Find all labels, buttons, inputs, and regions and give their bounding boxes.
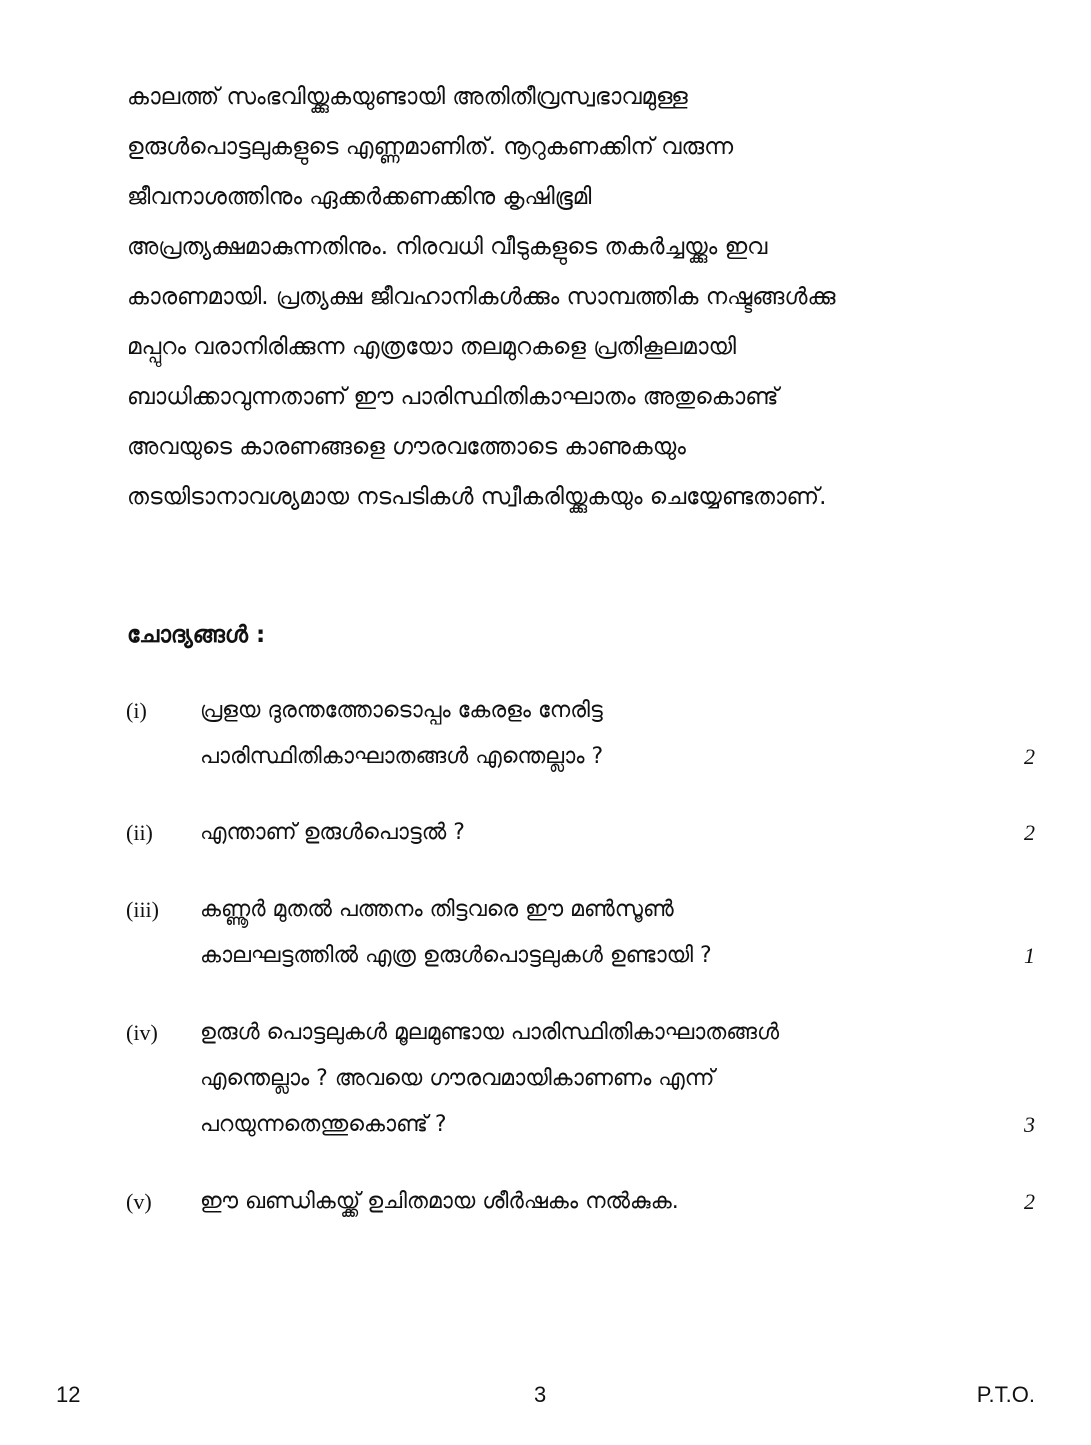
question-line: എന്തെല്ലാം ? അവയെ ഗൗരവമായികാണണം എന്ന് [200,1066,715,1091]
question-line: ഉരുൾ പൊട്ടലുകൾ മൂലമുണ്ടായ പാരിസ്ഥിതികാഘാതങ്ങൾ [200,1020,780,1045]
passage-line: ജീവനാശത്തിനും ഏക്കർക്കണക്കിനു കൃഷിഭൂമി [127,184,592,210]
passage-line: തടയിടാനാവശ്യമായ നടപടികൾ സ്വീകരിയ്ക്കുകയും ചെയ്യേണ്ടതാണ്. [127,484,827,510]
questions-heading: ചോദ്യങ്ങൾ : [127,622,266,648]
question-marks: 2 [1024,820,1035,845]
question-marks: 2 [1024,1189,1035,1214]
question-number: (v) [126,1189,152,1214]
passage-line: മപ്പുറം വരാനിരിക്കുന്ന എത്രയോ തലമുറകളെ പ്രതികൂലമായി [127,334,737,360]
passage-line: അപ്രത്യക്ഷമാകുന്നതിനും. നിരവധി വീടുകളുടെ തകർച്ചയ്ക്കും ഇവ [127,234,768,260]
question-line: ഈ ഖണ്ഡികയ്ക്ക് ഉചിതമായ ശീർഷകം നൽകുക. [200,1189,679,1214]
passage [127,72,1027,522]
question-line: കണ്ണൂർ മുതൽ പത്തനം തിട്ടവരെ ഈ മൺസൂൺ [200,897,674,922]
question-line: പറയുന്നതെന്തുകൊണ്ട് ? [200,1112,447,1137]
paper-code: 12 [56,1382,81,1407]
question-number: (iv) [126,1020,158,1045]
question-text [200,1010,980,1148]
question-line: പ്രളയ ദുരന്തത്തോടൊപ്പം കേരളം നേരിട്ട [200,698,603,723]
question-line: എന്താണ് ഉരുൾപൊട്ടൽ ? [200,820,465,845]
question-text [200,688,980,780]
question-line: കാലഘട്ടത്തിൽ എത്ര ഉരുൾപൊട്ടലുകൾ ഉണ്ടായി ? [200,943,712,968]
page-number: 3 [534,1382,547,1407]
passage-line: കാലത്ത് സംഭവിയ്ക്കുകയുണ്ടായി അതിതീവ്രസ്വഭാവമുള്ള [127,84,688,110]
passage-line: ബാധിക്കാവുന്നതാണ് ഈ പാരിസ്ഥിതികാഘാതം അതുകൊണ്ട് [127,384,779,410]
pto-label: P.T.O. [976,1382,1035,1407]
question-text [200,1179,980,1225]
question-marks: 1 [1024,943,1035,968]
question-number: (iii) [126,897,159,922]
question-text [200,887,980,979]
question-number: (ii) [126,820,153,845]
question-marks: 3 [1024,1112,1035,1137]
question-line: പാരിസ്ഥിതികാഘാതങ്ങൾ എന്തെല്ലാം ? [200,744,604,769]
passage-line: കാരണമായി. പ്രത്യക്ഷ ജീവഹാനികൾക്കും സാമ്പത്തിക നഷ്ടങ്ങൾക്കു [127,284,836,310]
passage-line: അവയുടെ കാരണങ്ങളെ ഗൗരവത്തോടെ കാണുകയും [127,434,686,460]
question-number: (i) [126,698,147,723]
question-marks: 2 [1024,744,1035,769]
passage-line: ഉരുൾപൊട്ടലുകളുടെ എണ്ണമാണിത്. നൂറുകണക്കിന് വരുന്ന [127,134,734,160]
question-text [200,810,980,856]
